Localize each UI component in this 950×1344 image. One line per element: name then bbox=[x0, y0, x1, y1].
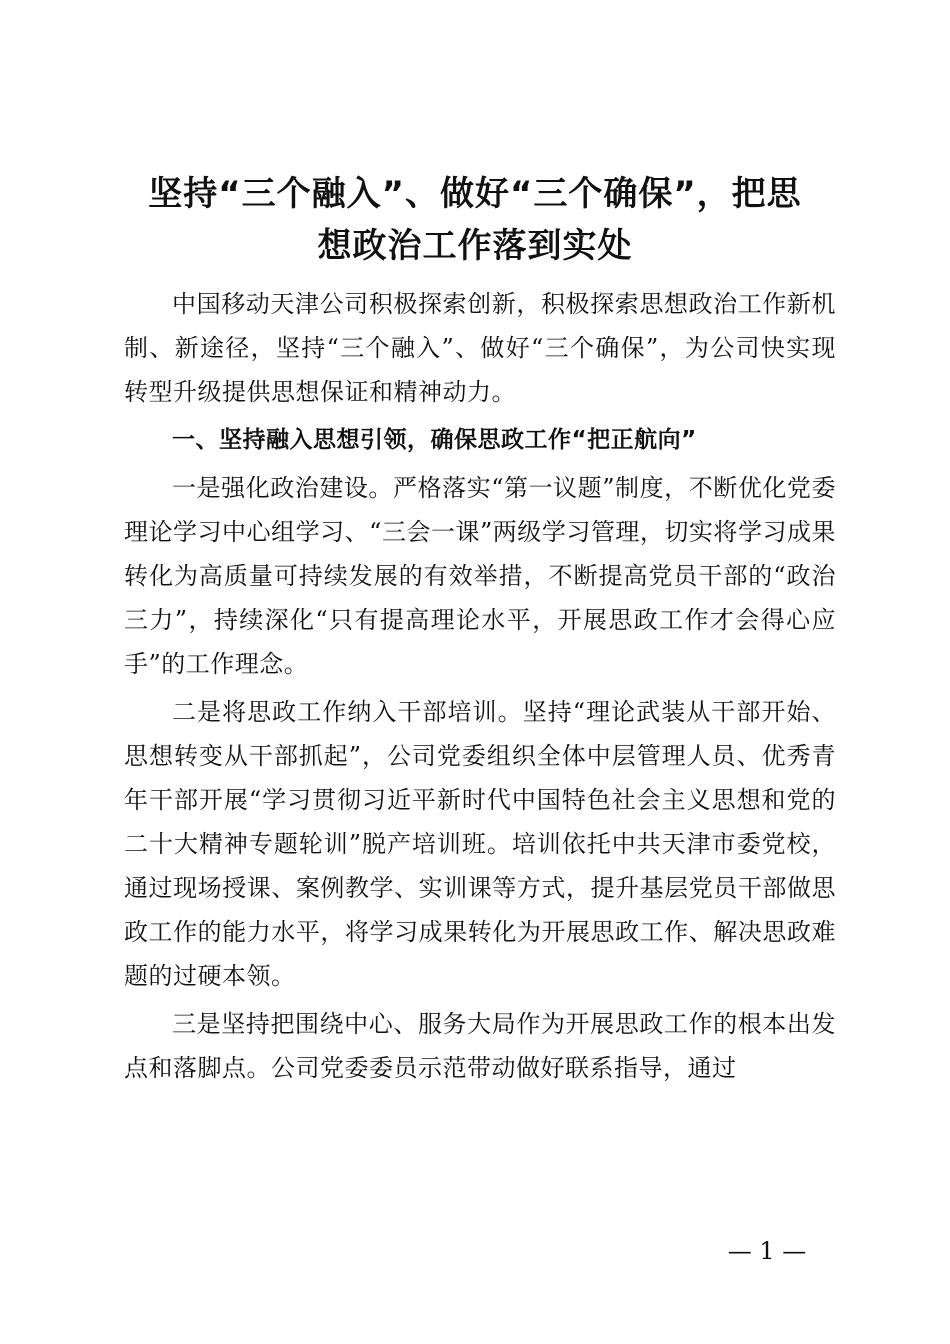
intro-paragraph: 中国移动天津公司积极探索创新，积极探索思想政治工作新机制、新途径，坚持“三个融入”、做好“三个确保”，为公司快实现转型升级提供思想保证和精神动力。 bbox=[124, 290, 836, 406]
paragraph-1: 一是强化政治建设。严格落实“第一议题”制度，不断优化党委理论学习中心组学习、“三会一课”两级学习管理，切实将学习成果转化为高质量可持续发展的有效举措，不断提高党员干部的“政治三力”，持续深化“只有提高理论水平，开展思政工作才会得心应手”的工作理念。 bbox=[124, 474, 836, 678]
page-number: — 1 — bbox=[727, 1237, 807, 1265]
document-title bbox=[100, 168, 850, 272]
document-body bbox=[124, 282, 836, 1094]
title-line-2: 想政治工作落到实处 bbox=[317, 226, 633, 266]
paragraph-3: 三是坚持把围绕中心、服务大局作为开展思政工作的根本出发点和落脚点。公司党委委员示范带动做好联系指导，通过 bbox=[124, 1010, 836, 1082]
section-heading-1: 一、坚持融入思想引领，确保思政工作“把正航向” bbox=[172, 427, 697, 453]
paragraph-2: 二是将思政工作纳入干部培训。坚持“理论武装从干部开始、思想转变从干部抓起”，公司党委组织全体中层管理人员、优秀青年干部开展“学习贯彻习近平新时代中国特色社会主义思想和党的二十大精神专题轮训”脱产培训班。培训依托中共天津市委党校，通过现场授课、案例教学、实训课等方式，提升基层党员干部做思政工作的能力水平，将学习成果转化为开展思政工作、解决思政难题的过硬本领。 bbox=[124, 698, 836, 990]
title-line-1: 坚持“三个融入”、做好“三个确保”，把思 bbox=[148, 174, 802, 214]
